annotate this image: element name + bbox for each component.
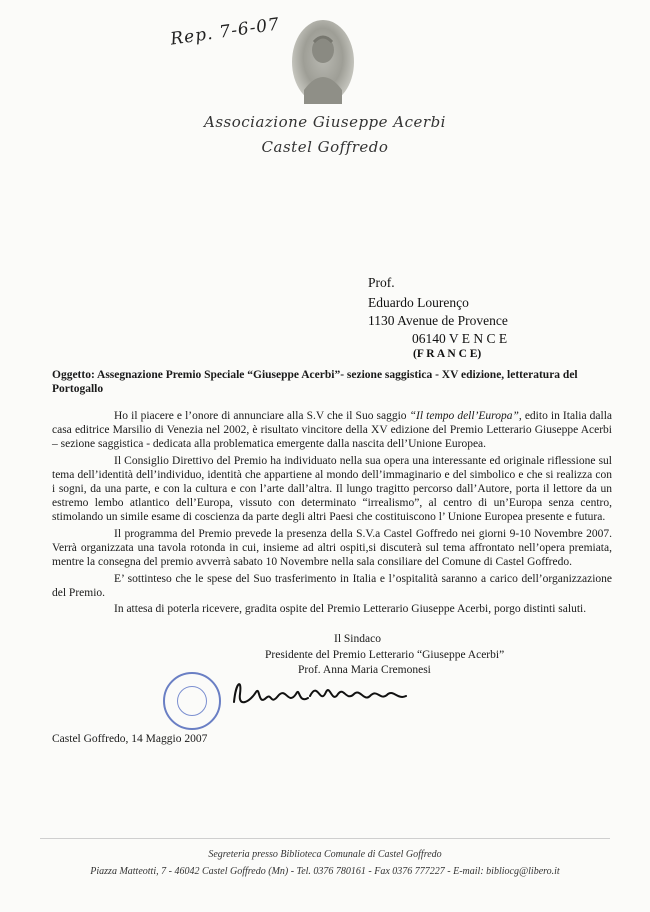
municipal-stamp-icon [163, 672, 221, 730]
paragraph-1 [52, 409, 612, 451]
footer-contact: Piazza Matteotti, 7 - 46042 Castel Goffredo (Mn) - Tel. 0376 780161 - Fax 0376 777227 - E-mail: bibliocg@libero.it [90, 866, 560, 877]
signatory-name: Prof. Anna Maria Cremonesi [298, 664, 431, 676]
footer-secretariat: Segreteria presso Biblioteca Comunale di Castel Goffredo [208, 849, 442, 860]
handwritten-signature-icon [228, 672, 428, 719]
portrait-emblem-icon [292, 20, 354, 104]
paragraph-3-text: Il programma del Premio prevede la presenza della S.V.a Castel Goffredo nei giorni 9-10 Novembre 2007. Verrà organizzata una tavola rotonda in cui, insieme ad altri ospiti,si discuterà sul tema affrontato nell’opera premiata, mentre la consegna del premio avverrà sabato 10 Novembre nella sala consiliare del Comune di Castel Goffredo. [52, 528, 612, 568]
letterhead-city: Castel Goffredo [261, 138, 389, 156]
paragraph-4-text: E’ sottinteso che le spese del Suo trasferimento in Italia e l’ospitalità saranno a carico dell’organizzazione del Premio. [52, 573, 612, 599]
recipient-country: (F R A N C E) [413, 348, 482, 360]
paragraph-1-end: edito in Italia dalla casa editrice Marsilio di Venezia nel 2002, è risultato vincitore della XV edizione del Premio Letterario Giuseppe Acerbi – sezione saggistica - dedicata alla problematica emergente dalla nascita dell’Unione Europea. [52, 410, 612, 450]
paragraph-2-text: Il Consiglio Direttivo del Premio ha individuato nella sua opera una interessante ed originale riflessione sul tema dell’identità dell’individuo, identità che appartiene al mondo dell’immaginario e del simbolico e che si realizza con i sogni, da una parte, e con la cultura e con l’arte dall’altra. Il lungo tragitto percorso dall’Autore, porta il lettore da un estremo lembo atlantico dell’Europa, vissuto con determinato “irrealismo”, al centro di un’Europa senza centro, stimolando un simile esame di coscienza da parte degli altri Paesi che costituiscono l’ Unione Europea presente e futura. [52, 455, 612, 523]
recipient-title: Prof. [368, 275, 395, 290]
book-title: “Il tempo dell’Europa”, [409, 410, 522, 422]
paragraph-5-text: In attesa di poterla ricevere, gradita ospite del Premio Letterario Giuseppe Acerbi, porgo distinti saluti. [114, 603, 587, 615]
paragraph-2 [52, 454, 612, 524]
recipient-street: 1130 Avenue de Provence [368, 313, 508, 328]
recipient-name: Eduardo Lourenço [368, 295, 469, 310]
handwritten-note: Rep. 7-6-07 [169, 14, 282, 50]
recipient-city: 06140 V E N C E [412, 331, 508, 346]
signatory-role-2: Presidente del Premio Letterario “Giuseppe Acerbi” [265, 649, 505, 661]
paragraph-1-start: Ho il piacere e l’onore di annunciare alla S.V che il Suo saggio [114, 410, 410, 422]
paragraph-3 [52, 527, 612, 569]
footer-divider [40, 838, 610, 839]
letter-subject: Oggetto: Assegnazione Premio Speciale “Giuseppe Acerbi”- sezione saggistica - XV edizione, letteratura del Portogallo [52, 369, 578, 395]
paragraph-5 [52, 602, 612, 616]
letterhead-name: Associazione Giuseppe Acerbi [204, 113, 446, 131]
signatory-role-1: Il Sindaco [334, 633, 381, 645]
paragraph-4 [52, 572, 612, 600]
letter-date: Castel Goffredo, 14 Maggio 2007 [52, 733, 208, 745]
